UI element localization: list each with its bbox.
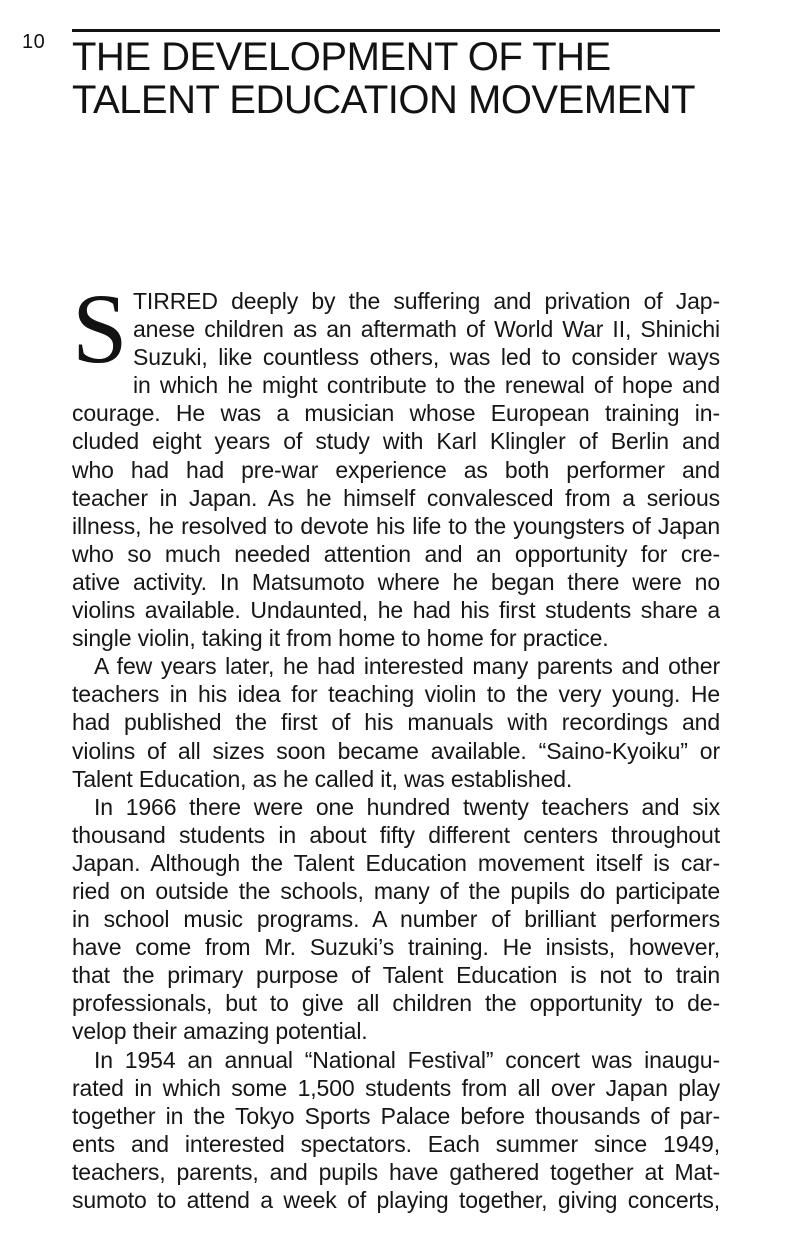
- text-line: ents and interested spectators. Each summer since 1949,: [72, 1130, 720, 1157]
- text-line: ried on outside the schools, many of the pupils do participate: [72, 877, 720, 904]
- text-line: A few years later, he had interested many parents and other: [94, 653, 720, 680]
- text-line: Japan. Although the Talent Education movement itself is car-: [72, 849, 720, 876]
- title-rule: [72, 29, 720, 32]
- title-line-2: TALENT EDUCATION MOVEMENT: [72, 77, 696, 122]
- page-title: [72, 36, 772, 121]
- paragraph-3: [72, 793, 720, 1046]
- text-line: together in the Tokyo Sports Palace before thousands of par-: [72, 1102, 720, 1129]
- text-line: TIRRED deeply by the suffering and privation of Jap-: [133, 288, 720, 314]
- text-line: in school music programs. A number of brilliant performers: [72, 906, 720, 933]
- text-line: who so much needed attention and an opportunity for cre-: [72, 540, 720, 567]
- paragraph-2: [72, 652, 720, 792]
- text-line: cluded eight years of study with Karl Klingler of Berlin and: [72, 428, 720, 455]
- text-line: violins available. Undaunted, he had his first students share a: [72, 597, 720, 624]
- drop-cap: S: [72, 273, 128, 384]
- text-line: anese children as an aftermath of World War II, Shinichi: [133, 316, 720, 343]
- text-line: sumoto to attend a week of playing together, giving concerts,: [72, 1187, 720, 1213]
- text-line: Suzuki, like countless others, was led to consider ways: [133, 344, 720, 371]
- text-line: courage. He was a musician whose European training in-: [72, 400, 720, 427]
- text-line: violins of all sizes soon became available. “Saino-Kyoiku” or: [72, 737, 720, 764]
- text-line: teachers in his idea for teaching violin to the very young. He: [72, 681, 720, 708]
- text-line: velop their amazing potential.: [72, 1018, 368, 1045]
- text-line: Talent Education, as he called it, was established.: [72, 765, 573, 792]
- paragraph-1: [72, 273, 720, 652]
- text-line: In 1954 an annual “National Festival” concert was inaugu-: [94, 1046, 720, 1073]
- text-line: that the primary purpose of Talent Education is not to train: [72, 962, 720, 989]
- text-line: in which he might contribute to the renewal of hope and: [133, 372, 720, 399]
- text-line: had published the first of his manuals with recordings and: [72, 709, 720, 736]
- text-line: have come from Mr. Suzuki’s training. He insists, however,: [72, 934, 720, 961]
- text-line: single violin, taking it from home to home for practice.: [72, 625, 609, 652]
- body-text: [72, 273, 720, 1214]
- text-line: ative activity. In Matsumoto where he began there were no: [72, 568, 720, 595]
- text-line: teacher in Japan. As he himself convalesced from a serious: [72, 484, 720, 511]
- page-number: 10: [22, 31, 46, 53]
- text-line: rated in which some 1,500 students from all over Japan play: [72, 1074, 720, 1101]
- text-line: In 1966 there were one hundred twenty teachers and six: [94, 793, 720, 820]
- text-line: thousand students in about fifty different centers throughout: [72, 821, 720, 848]
- title-line-1: THE DEVELOPMENT OF THE: [72, 35, 611, 79]
- paragraph-4: [72, 1046, 720, 1215]
- text-line: who had had pre-war experience as both performer and: [72, 456, 720, 483]
- text-line: teachers, parents, and pupils have gathered together at Mat-: [72, 1158, 720, 1185]
- text-line: illness, he resolved to devote his life to the youngsters of Japan: [72, 512, 720, 539]
- text-line: professionals, but to give all children the opportunity to de-: [72, 990, 720, 1017]
